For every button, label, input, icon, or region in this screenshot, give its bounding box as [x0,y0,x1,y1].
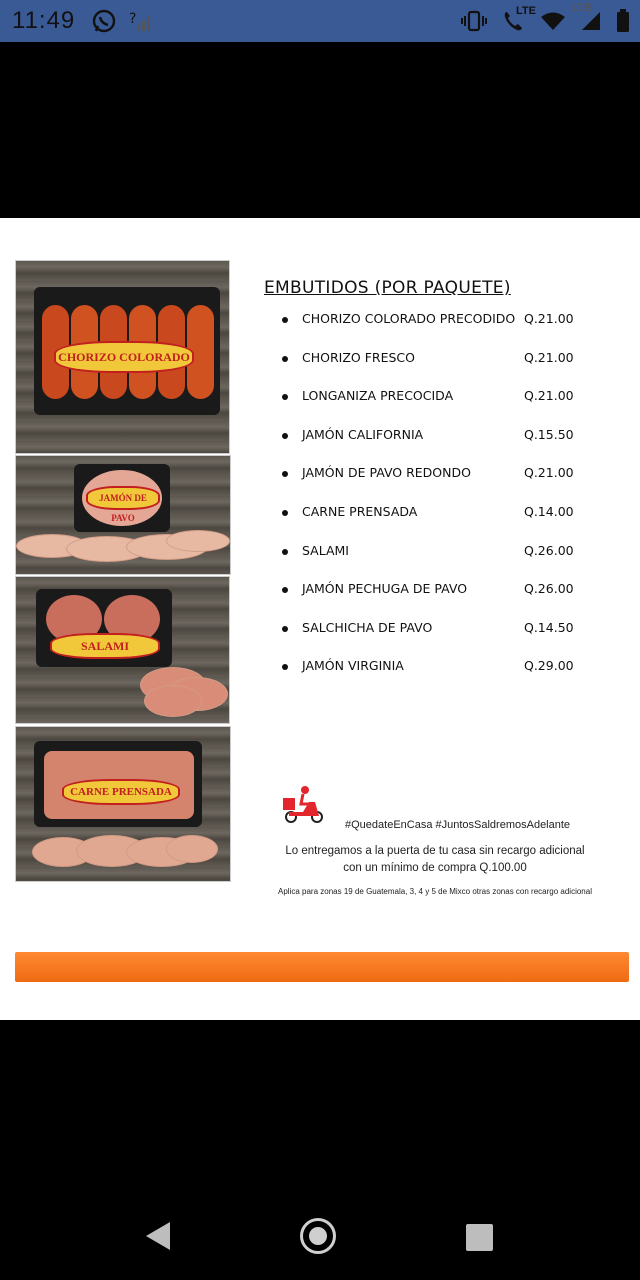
recents-icon[interactable] [466,1224,493,1251]
list-item [282,504,602,543]
lte-label-2: LTE [572,2,592,14]
item-name: JAMÓN VIRGINIA [302,658,404,674]
product-photo-carne-prensada [15,726,231,882]
accent-bar [15,952,629,982]
item-name: SALCHICHA DE PAVO [302,619,433,635]
package-label: SALAMI [50,633,160,659]
list-item [282,581,602,620]
list-item [282,350,602,389]
item-name: CHORIZO FRESCO [302,349,415,365]
list-item [282,465,602,504]
item-name: JAMÓN PECHUGA DE PAVO [302,581,468,597]
product-photo-chorizo [15,260,230,454]
price-list [282,311,602,697]
item-price: Q.14.50 [524,619,574,635]
navigation-bar [0,1180,640,1280]
item-name: JAMÓN CALIFORNIA [302,426,424,442]
hashtags: #QuedateEnCasa #JuntosSaldremosAdelante [345,819,571,831]
status-bar [0,0,640,42]
list-item [282,543,602,582]
menu-image [0,218,640,1020]
list-item [282,388,602,427]
item-price: Q.21.00 [524,465,574,481]
home-icon[interactable] [300,1218,336,1254]
lte-call-icon [502,5,536,33]
item-name: CARNE PRENSADA [302,503,418,519]
delivery-line-1: Lo entregamos a la puerta de tu casa sin recargo adicional [285,845,585,857]
item-name: JAMÓN DE PAVO REDONDO [302,465,471,481]
item-price: Q.26.00 [524,542,574,558]
item-name: LONGANIZA PRECOCIDA [302,388,454,404]
package-label: CHORIZO COLORADO [54,341,194,373]
item-price: Q.14.00 [524,503,574,519]
item-price: Q.15.50 [524,426,574,442]
list-item [282,620,602,659]
delivery-note: Aplica para zonas 19 de Guatemala, 3, 4 y 5 de Mixco otras zonas con recargo adicional [278,887,592,896]
lte-label: LTE [516,5,536,17]
svg-text:?: ? [129,11,137,27]
battery-icon [616,9,630,33]
item-price: Q.21.00 [524,311,574,326]
wifi-icon [540,11,566,31]
list-item [282,658,602,697]
list-item [282,311,602,350]
item-price: Q.29.00 [524,658,574,674]
item-price: Q.26.00 [524,581,574,597]
menu-title: EMBUTIDOS (POR PAQUETE) [264,278,511,298]
back-icon[interactable] [146,1222,170,1250]
product-photo-salami [15,576,230,724]
item-name: SALAMI [302,542,349,558]
signal-icon [572,2,602,32]
product-photo-jamon-de-pavo [15,455,231,575]
delivery-scooter-icon [281,784,327,824]
delivery-line-2: con un mínimo de compra Q.100.00 [343,862,527,874]
item-price: Q.21.00 [524,388,574,404]
package-label: JAMÓN DE PAVO [86,486,160,510]
item-price: Q.21.00 [524,349,574,365]
status-time: 11:49 [12,7,76,34]
list-item [282,427,602,466]
item-name: CHORIZO COLORADO PRECODIDO [302,311,516,326]
data-unknown-icon [129,9,153,33]
vibrate-icon [460,10,488,32]
package-label: CARNE PRENSADA [62,779,180,805]
whatsapp-icon [91,8,117,34]
delivery-text [270,843,600,877]
